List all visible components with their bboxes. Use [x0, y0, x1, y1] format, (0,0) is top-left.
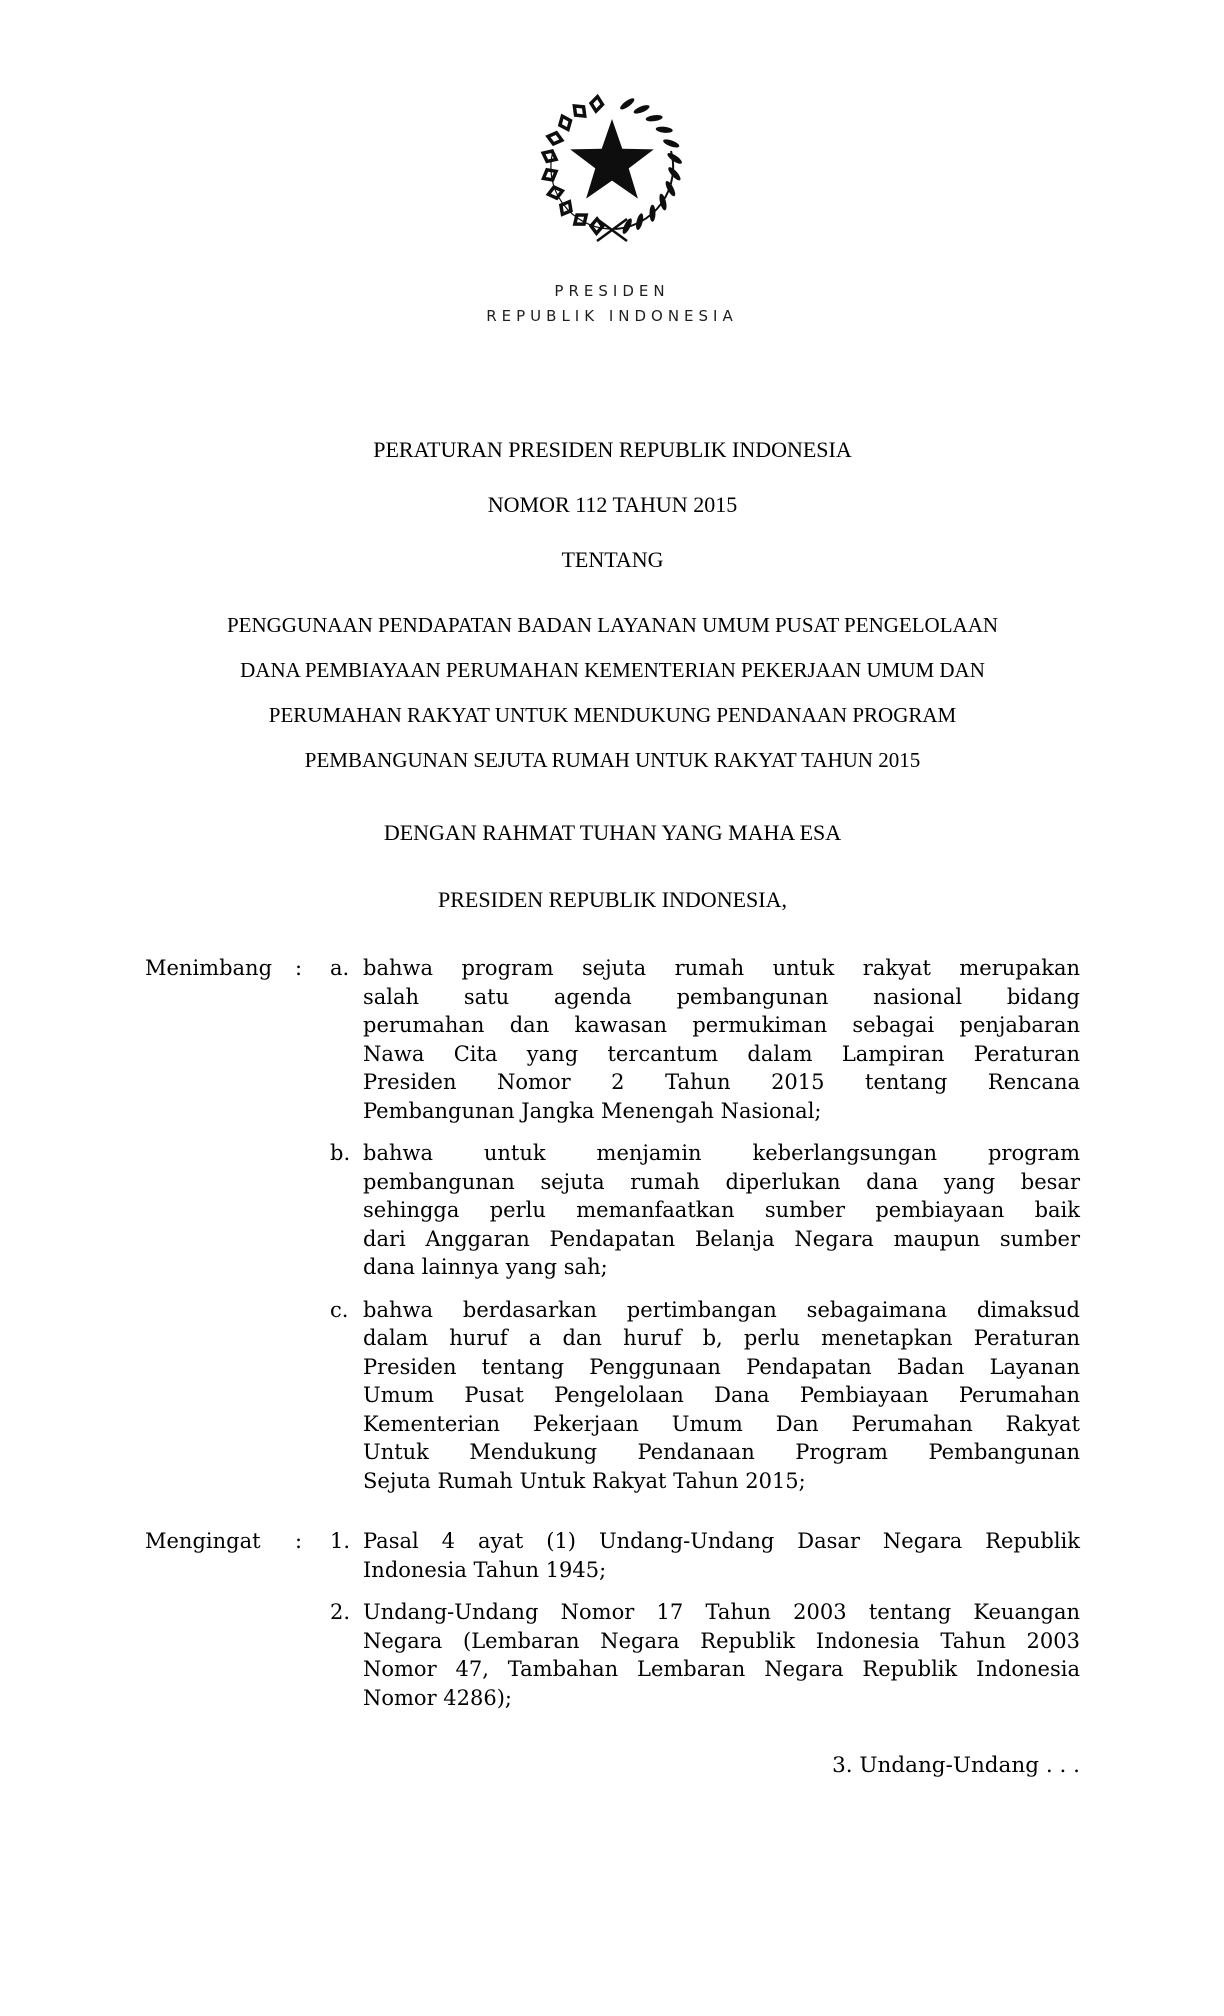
catchline: 3. Undang-Undang . . . — [832, 1753, 1080, 1778]
item-marker: 2. — [330, 1600, 351, 1624]
menimbang-section — [145, 954, 1080, 1495]
letterhead-presiden: PRESIDEN — [554, 282, 670, 300]
presidential-star-wreath-icon — [537, 93, 687, 243]
mengingat-item-1 — [145, 1527, 1080, 1584]
mengingat-item-2 — [145, 1598, 1080, 1712]
menimbang-colon: : — [295, 956, 303, 980]
mengingat-label: Mengingat — [145, 1529, 261, 1553]
letterhead — [0, 279, 1224, 329]
star-icon — [570, 119, 654, 199]
regulation-number: NOMOR 112 TAHUN 2015 — [487, 492, 738, 517]
emblem-container — [0, 93, 1224, 247]
menimbang-item-b — [145, 1139, 1080, 1282]
item-marker: b. — [330, 1141, 351, 1165]
item-marker: c. — [330, 1297, 349, 1322]
item-text: Pasal 4 ayat (1) Undang-Undang Dasar Negara Republik Indonesia Tahun 1945; — [363, 1529, 1080, 1582]
menimbang-item-a — [145, 954, 1080, 1125]
regulation-title: PERATURAN PRESIDEN REPUBLIK INDONESIA — [373, 437, 852, 462]
item-marker: 1. — [330, 1529, 351, 1553]
menimbang-label: Menimbang — [145, 956, 273, 980]
item-text: Undang-Undang Nomor 17 Tahun 2003 tentang Keuangan Negara (Lembaran Negara Republik Indonesia Tahun 2003 Nomor 47, Tambahan Lembaran Negara Republik Indonesia Nomor 4286); — [363, 1600, 1080, 1710]
letterhead-republik-indonesia: REPUBLIK INDONESIA — [486, 307, 738, 325]
invocation-line: DENGAN RAHMAT TUHAN YANG MAHA ESA — [383, 820, 842, 845]
item-text: bahwa berdasarkan pertimbangan sebagaimana dimaksud dalam huruf a dan huruf b, perlu menetapkan Peraturan Presiden tentang Penggunaan Pendapatan Badan Layanan Umum Pusat Pengelolaan Dana Pembiayaan Perumahan Kementerian Pekerjaan Umum Dan Perumahan Rakyat Untuk Mendukung Pendanaan Program Pembangunan Sejuta Rumah Untuk Rakyat Tahun 2015; — [363, 1297, 1080, 1493]
tentang-label: TENTANG — [561, 547, 664, 572]
authority-line: PRESIDEN REPUBLIK INDONESIA, — [438, 887, 787, 912]
menimbang-item-c — [145, 1296, 1080, 1496]
mengingat-section — [145, 1527, 1080, 1712]
item-text: bahwa program sejuta rumah untuk rakyat merupakan salah satu agenda pembangunan nasional bidang perumahan dan kawasan permukiman sebagai penjabaran Nawa Cita yang tercantum dalam Lampiran Peraturan Presiden Nomor 2 Tahun 2015 tentang Rencana Pembangunan Jangka Menengah Nasional; — [363, 956, 1080, 1123]
mengingat-colon: : — [295, 1529, 303, 1553]
item-text: bahwa untuk menjamin keberlangsungan program pembangunan sejuta rumah diperlukan dana yang besar sehingga perlu memanfaatkan sumber pembiayaan baik dari Anggaran Pendapatan Belanja Negara maupun sumber dana lainnya yang sah; — [363, 1141, 1080, 1279]
item-marker: a. — [330, 956, 350, 980]
regulation-subject: PENGGUNAAN PENDAPATAN BADAN LAYANAN UMUM PUSAT PENGELOLAAN DANA PEMBIAYAAN PERUMAHAN KEMENTERIAN PEKERJAAN UMUM DAN PERUMAHAN RAKYAT UNTUK MENDUKUNG PENDANAAN PROGRAM PEMBANGUNAN SEJUTA RUMAH UNTUK RAKYAT TAHUN 2015 — [226, 613, 999, 772]
